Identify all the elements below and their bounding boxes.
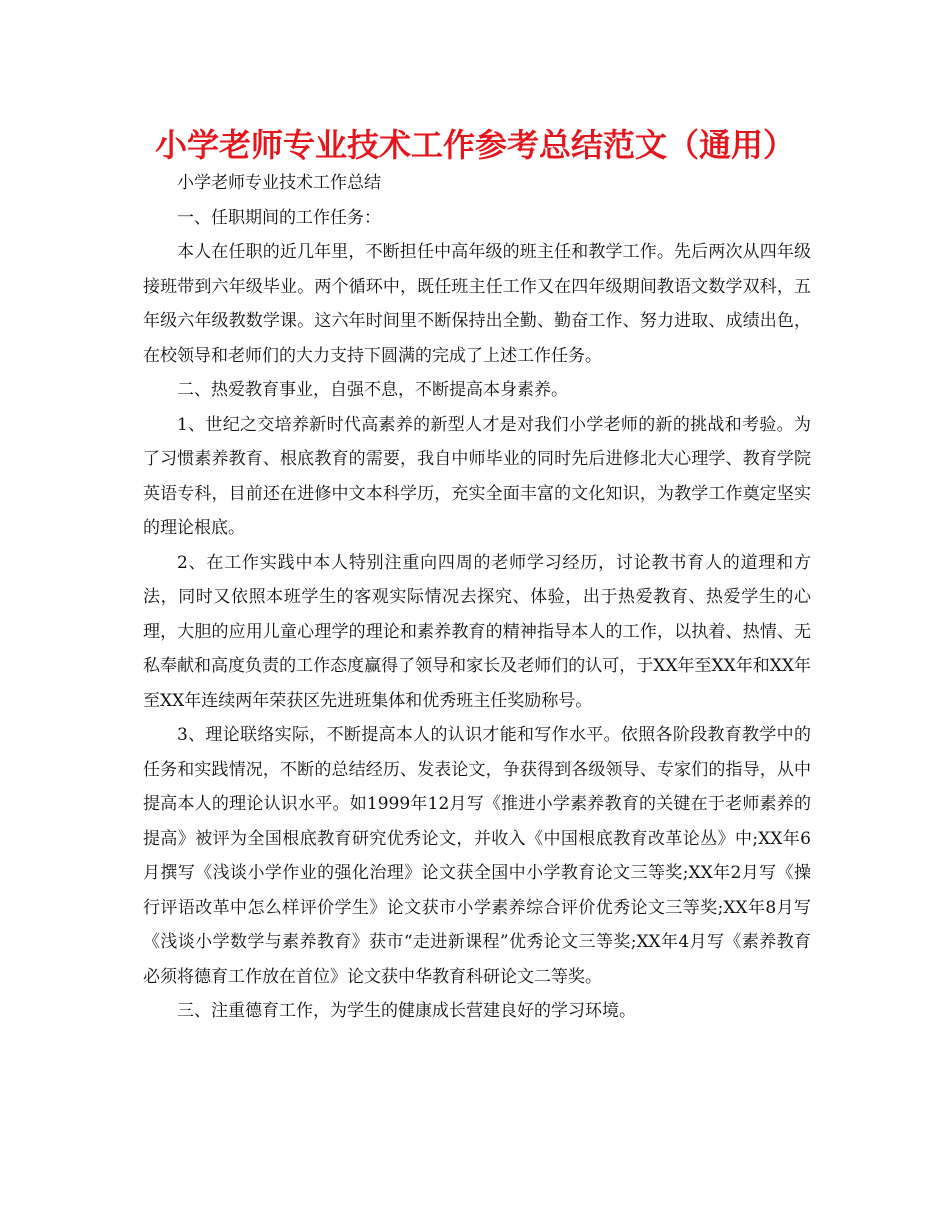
paragraph-subtitle: 小学老师专业技术工作总结	[177, 173, 381, 193]
paragraph: 2、在工作实践中本人特别注重向四周的老师学习经历，讨论教书育人的道理和方法，同时又依照本班学生的客观实际情况去探究、体验，出于热爱教育、热爱学生的心理，大胆的应用儿童心理学的理论和素养教育的精神指导本人的工作，以执着、热情、无私奉献和高度负责的工作态度赢得了领导和家长及老师们的认可，于XX年至XX年和XX年至XX年连续两年荣获区先进班集体和优秀班主任奖励称号。	[143, 552, 811, 711]
paragraph: 3、理论联络实际，不断提高本人的认识才能和写作水平。依照各阶段教育教学中的任务和实践情况，不断的总结经历、发表论文，争获得到各级领导、专家们的指导，从中提高本人的理论认识水平。如1999年12月写《推进小学素养教育的关键在于老师素养的提高》被评为全国根底教育研究优秀论文，并收入《中国根底教育改革论丛》中;XX年6月撰写《浅谈小学作业的强化治理》论文获全国中小学教育论文三等奖;XX年2月写《操行评语改革中怎么样评价学生》论文获市小学素养综合评价优秀论文三等奖;XX年8月写《浅谈小学数学与素养教育》获市“走进新课程”优秀论文三等奖;XX年4月写《素养教育必须将德育工作放在首位》论文获中华教育科研论文二等奖。	[143, 725, 811, 987]
document-body	[143, 166, 811, 1029]
paragraph-heading-3: 三、注重德育工作，为学生的健康成长营建良好的学习环境。	[177, 1001, 636, 1021]
paragraph-heading-2: 二、热爱教育事业，自强不息，不断提高本身素养。	[177, 380, 568, 400]
paragraph: 1、世纪之交培养新时代高素养的新型人才是对我们小学老师的新的挑战和考验。为了习惯素养教育、根底教育的需要，我自中师毕业的同时先后进修北大心理学、教育学院英语专科，目前还在进修中文本科学历，充实全面丰富的文化知识，为教学工作奠定坚实的理论根底。	[143, 414, 811, 538]
paragraph-heading-1: 一、任职期间的工作任务：	[177, 207, 381, 228]
paragraph: 本人在任职的近几年里，不断担任中高年级的班主任和教学工作。先后两次从四年级接班带到六年级毕业。两个循环中，既任班主任工作又在四年级期间教语文数学双科，五年级六年级教数学课。这六年时间里不断保持出全勤、勤奋工作、努力进取、成绩出色，在校领导和老师们的大力支持下圆满的完成了上述工作任务。	[143, 242, 811, 366]
document-title: 小学老师专业技术工作参考总结范文（通用）	[154, 126, 795, 164]
